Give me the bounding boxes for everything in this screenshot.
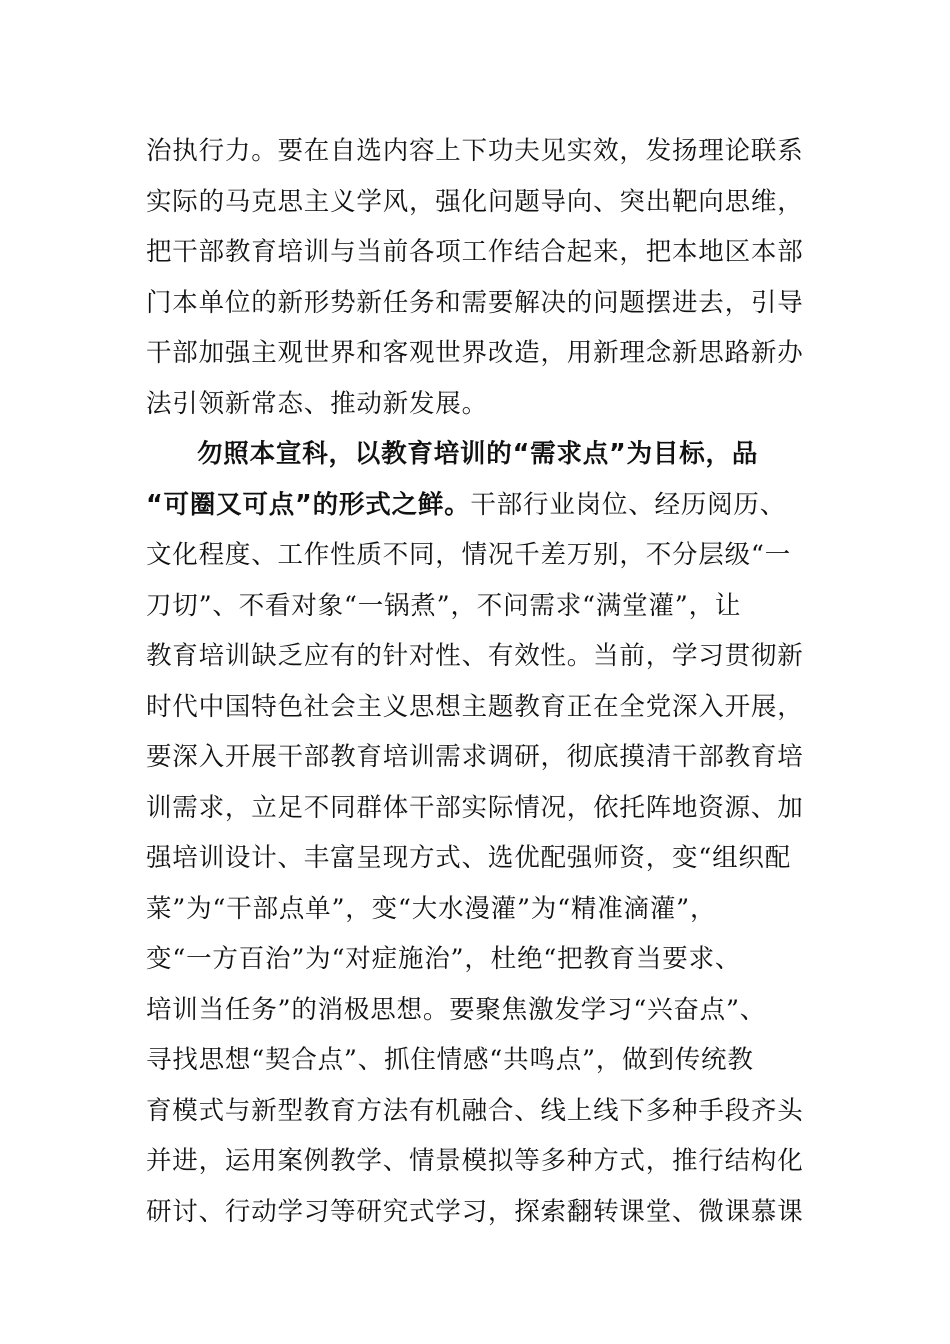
paragraph-2-line: 并进，运用案例教学、情景模拟等多种方式，推行结构化: [146, 1146, 804, 1176]
paragraph-2-line: 训需求，立足不同群体干部实际情况，依托阵地资源、加: [146, 792, 804, 823]
section-heading-part-1: 勿照本宣科，以教育培训的“需求点”为目标，品: [197, 439, 759, 469]
paragraph-1-line: 干部加强主观世界和客观世界改造，用新理念新思路新办: [146, 338, 804, 368]
paragraph-2-line: 研讨、行动学习等研究式学习，探索翻转课堂、微课慕课: [146, 1196, 804, 1227]
paragraph-1-line: 实际的马克思主义学风，强化问题导向、突出靶向思维，: [146, 186, 804, 217]
paragraph-2-line: 菜”为“干部点单”，变“大水漫灌”为“精准滴灌”，: [146, 893, 717, 924]
paragraph-1-line: 治执行力。要在自选内容上下功夫见实效，发扬理论联系: [146, 136, 804, 166]
section-heading-part-2: “可圈又可点”的形式之鲜。: [146, 489, 471, 520]
paragraph-2-line: 教育培训缺乏应有的针对性、有效性。当前，学习贯彻新: [146, 641, 804, 671]
paragraph-2-heading-line: [146, 429, 810, 480]
paragraph-2-line: 要深入开展干部教育培训需求调研，彻底摸清干部教育培: [146, 742, 804, 772]
paragraph-2-line: 强培训设计、丰富呈现方式、选优配强师资，变“组织配: [146, 843, 792, 873]
paragraph-1-line: 门本单位的新形势新任务和需要解决的问题摆进去，引导: [146, 287, 804, 318]
paragraph-2-line: 刀切”、不看对象“一锅煮”，不问需求“满堂灌”，让: [146, 590, 742, 621]
paragraph-2-line: 育模式与新型教育方法有机融合、线上线下多种手段齐头: [146, 1095, 804, 1126]
paragraph-2-line: 培训当任务”的消极思想。要聚焦激发学习“兴奋点”、: [146, 994, 767, 1025]
paragraph-2-line: 文化程度、工作性质不同，情况千差万别，不分层级“一: [146, 540, 792, 570]
paragraph-2-line: 寻找思想“契合点”、抓住情感“共鸣点”，做到传统教: [146, 1045, 754, 1075]
paragraph-2-line: 变“一方百治”为“对症施治”，杜绝“把教育当要求、: [146, 944, 742, 974]
paragraph-2-line: 时代中国特色社会主义思想主题教育正在全党深入开展，: [146, 691, 804, 722]
paragraph-2-text: 干部行业岗位、经历阅历、: [470, 489, 787, 520]
paragraph-2-line: [146, 480, 810, 531]
body-text: [146, 126, 810, 1237]
paragraph-1-line: 把干部教育培训与当前各项工作结合起来，把本地区本部: [146, 237, 804, 267]
paragraph-1-line: 法引领新常态、推动新发展。: [146, 388, 488, 419]
